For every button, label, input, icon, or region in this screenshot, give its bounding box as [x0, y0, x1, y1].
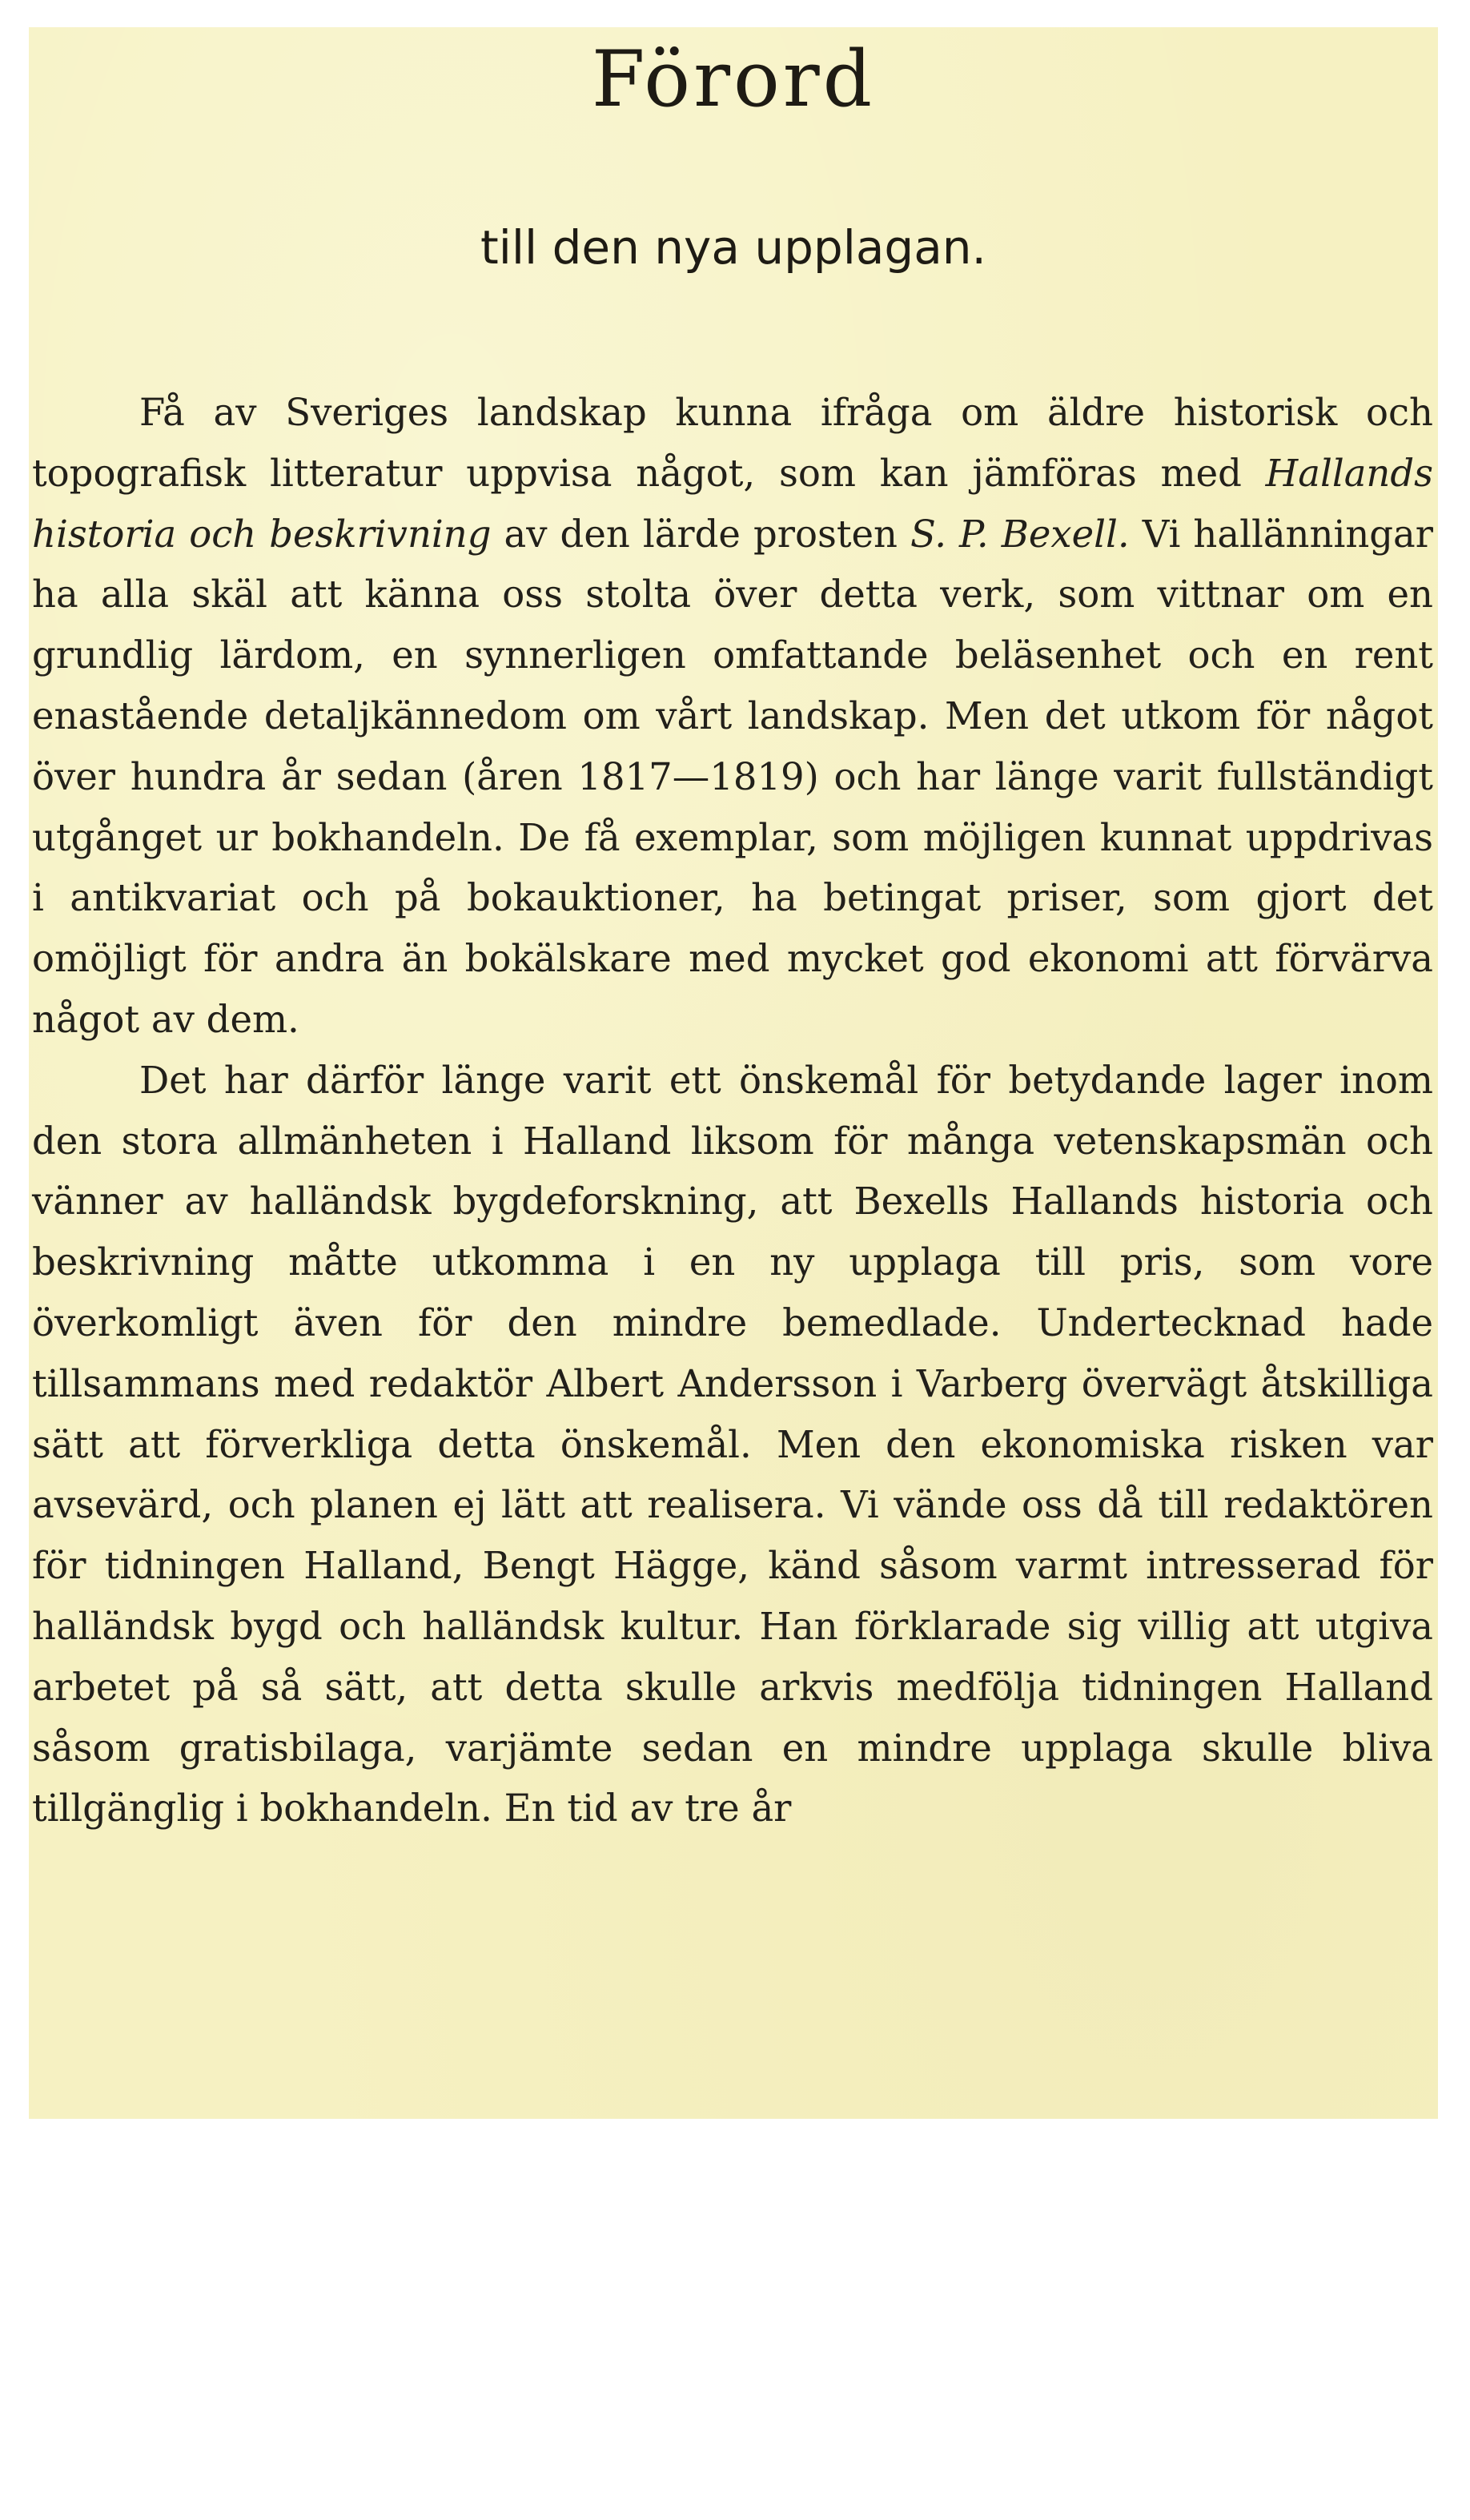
author-name: S. P. Bexell. [910, 512, 1130, 556]
page-subtitle: till den nya upplagan. [480, 220, 986, 275]
scanned-page [29, 27, 1438, 2119]
body-text [32, 383, 1433, 1839]
paragraph-1-text-a: Få av Sveriges landskap kunna ifråga om äldre historisk och topografisk litteratur uppvisa något, som kan jämföras med [32, 391, 1433, 495]
page-title: Förord [591, 34, 876, 124]
paragraph-1-text-c: Vi hallänningar ha alla skäl att känna oss stolta över detta verk, som vittnar om en grundlig lärdom, en synnerligen omfattande beläsenhet och en rent enastående detaljkännedom om vårt landskap. Men det utkom för något över hundra år sedan (åren 1817—1819) och har länge varit fullständigt utgånget ur bokhandeln. De få exemplar, som möjligen kunnat uppdrivas i antikvariat och på bokauktioner, ha betingat priser, som gjort det omöjligt för andra än bokälskare med mycket god ekonomi att förvärva något av dem. [32, 512, 1433, 1041]
paragraph-1 [32, 383, 1433, 1051]
book-title: Hallands historia och beskrivning [32, 451, 1433, 556]
paragraph-2: Det har därför länge varit ett önskemål för betydande lager inom den stora allmänheten i Halland liksom för många vetenskapsmän och vänner av halländsk bygdeforskning, att Bexells Hallands historia och beskrivning måtte utkomma i en ny upplaga till pris, som vore överkomligt även för den mindre bemedlade. Undertecknad hade tillsammans med redaktör Albert Andersson i Varberg övervägt åtskilliga sätt att förverkliga detta önskemål. Men den ekonomiska risken var avsevärd, och planen ej lätt att realisera. Vi vände oss då till redaktören för tidningen Halland, Bengt Hägge, känd såsom varmt intresserad för halländsk bygd och halländsk kultur. Han förklarade sig villig att utgiva arbetet på så sätt, att detta skulle arkvis medfölja tidningen Halland såsom gratisbilaga, varjämte sedan en mindre upplaga skulle bliva tillgänglig i bokhandeln. En tid av tre år [32, 1058, 1433, 1831]
paragraph-1-text-b: av den lärde prosten [491, 512, 911, 556]
